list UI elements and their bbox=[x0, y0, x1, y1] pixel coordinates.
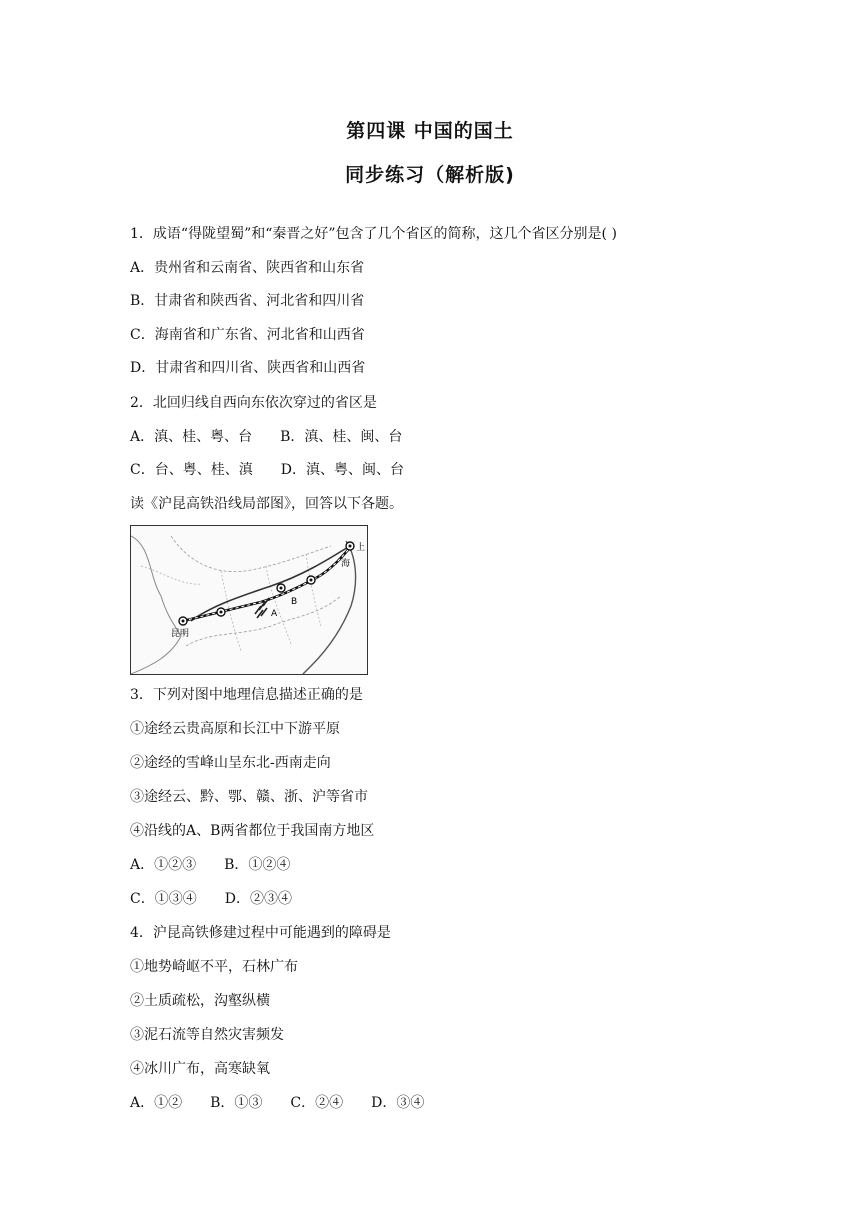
province-boundary bbox=[171, 536, 331, 572]
page-subtitle: 同步练习（解析版) bbox=[345, 164, 515, 186]
question-3-statement-1: ①途经云贵高原和长江中下游平原 bbox=[130, 721, 340, 737]
question-3-options-row-2 bbox=[130, 889, 292, 909]
question-1-option-d: D．甘肃省和四川省、陕西省和山西省 bbox=[130, 360, 366, 376]
question-3-statement-3: ③途经云、黔、鄂、赣、浙、沪等省市 bbox=[130, 789, 368, 805]
label-shanghai-1: 上 bbox=[356, 543, 366, 553]
railway-map bbox=[130, 525, 368, 675]
question-1-option-c: C．海南省和广东省、河北省和山西省 bbox=[130, 327, 365, 343]
question-3-option-a: A．①②③ bbox=[130, 857, 197, 873]
question-3-option-d: D．②③④ bbox=[224, 891, 292, 907]
province-boundary bbox=[266, 566, 291, 644]
province-boundary bbox=[141, 566, 201, 584]
label-shanghai-2: 海 bbox=[341, 559, 351, 569]
question-2-option-b: B．滇、桂、闽、台 bbox=[280, 429, 403, 445]
question-3-statement-4: ④沿线的A、B两省都位于我国南方地区 bbox=[130, 823, 375, 839]
question-2-stem: 2．北回归线自西向东依次穿过的省区是 bbox=[130, 395, 377, 411]
question-4-stem: 4．沪昆高铁修建过程中可能遇到的障碍是 bbox=[130, 925, 391, 941]
question-2-option-d: D．滇、粤、闽、台 bbox=[280, 462, 404, 478]
question-4-option-b: B．①③ bbox=[210, 1095, 263, 1111]
question-2-option-c: C．台、粤、桂、滇 bbox=[130, 462, 253, 478]
question-3-option-c: C．①③④ bbox=[130, 891, 197, 907]
boundary-line bbox=[131, 536, 181, 674]
page-title: 第四课 中国的国土 bbox=[346, 120, 514, 142]
question-4-statement-2: ②土质疏松，沟壑纵横 bbox=[130, 993, 270, 1009]
question-2-options-row-2 bbox=[130, 460, 404, 480]
question-4-option-d: D．③④ bbox=[371, 1095, 425, 1111]
label-province-a: A bbox=[271, 609, 278, 619]
question-3-option-b: B．①②④ bbox=[224, 857, 291, 873]
question-4-statement-1: ①地势崎岖不平，石林广布 bbox=[130, 959, 298, 975]
question-2-options-row-1 bbox=[130, 427, 402, 447]
question-4-statement-4: ④冰川广布，高寒缺氧 bbox=[130, 1061, 270, 1077]
question-4-statement-3: ③泥石流等自然灾害频发 bbox=[130, 1027, 284, 1043]
question-4-options-row bbox=[130, 1093, 424, 1113]
label-province-b: B bbox=[291, 597, 298, 607]
question-1-option-a: A．贵州省和云南省、陕西省和山东省 bbox=[130, 260, 365, 276]
question-2-option-a: A．滇、桂、粤、台 bbox=[130, 429, 253, 445]
label-kunming: 昆明 bbox=[171, 629, 190, 639]
question-3-stem: 3．下列对图中地理信息描述正确的是 bbox=[130, 687, 363, 703]
map-intro: 读《沪昆高铁沿线局部图》，回答以下各题。 bbox=[130, 496, 403, 512]
question-3-statement-2: ②途经的雪峰山呈东北-西南走向 bbox=[130, 755, 331, 771]
question-3-options-row-1 bbox=[130, 855, 290, 875]
question-4-option-a: A．①② bbox=[130, 1095, 183, 1111]
question-4-option-c: C．②④ bbox=[290, 1095, 344, 1111]
question-1-stem: 1．成语“得陇望蜀”和“秦晋之好”包含了几个省区的简称，这几个省区分别是( ) bbox=[130, 226, 617, 242]
question-1-option-b: B．甘肃省和陕西省、河北省和四川省 bbox=[130, 293, 365, 309]
